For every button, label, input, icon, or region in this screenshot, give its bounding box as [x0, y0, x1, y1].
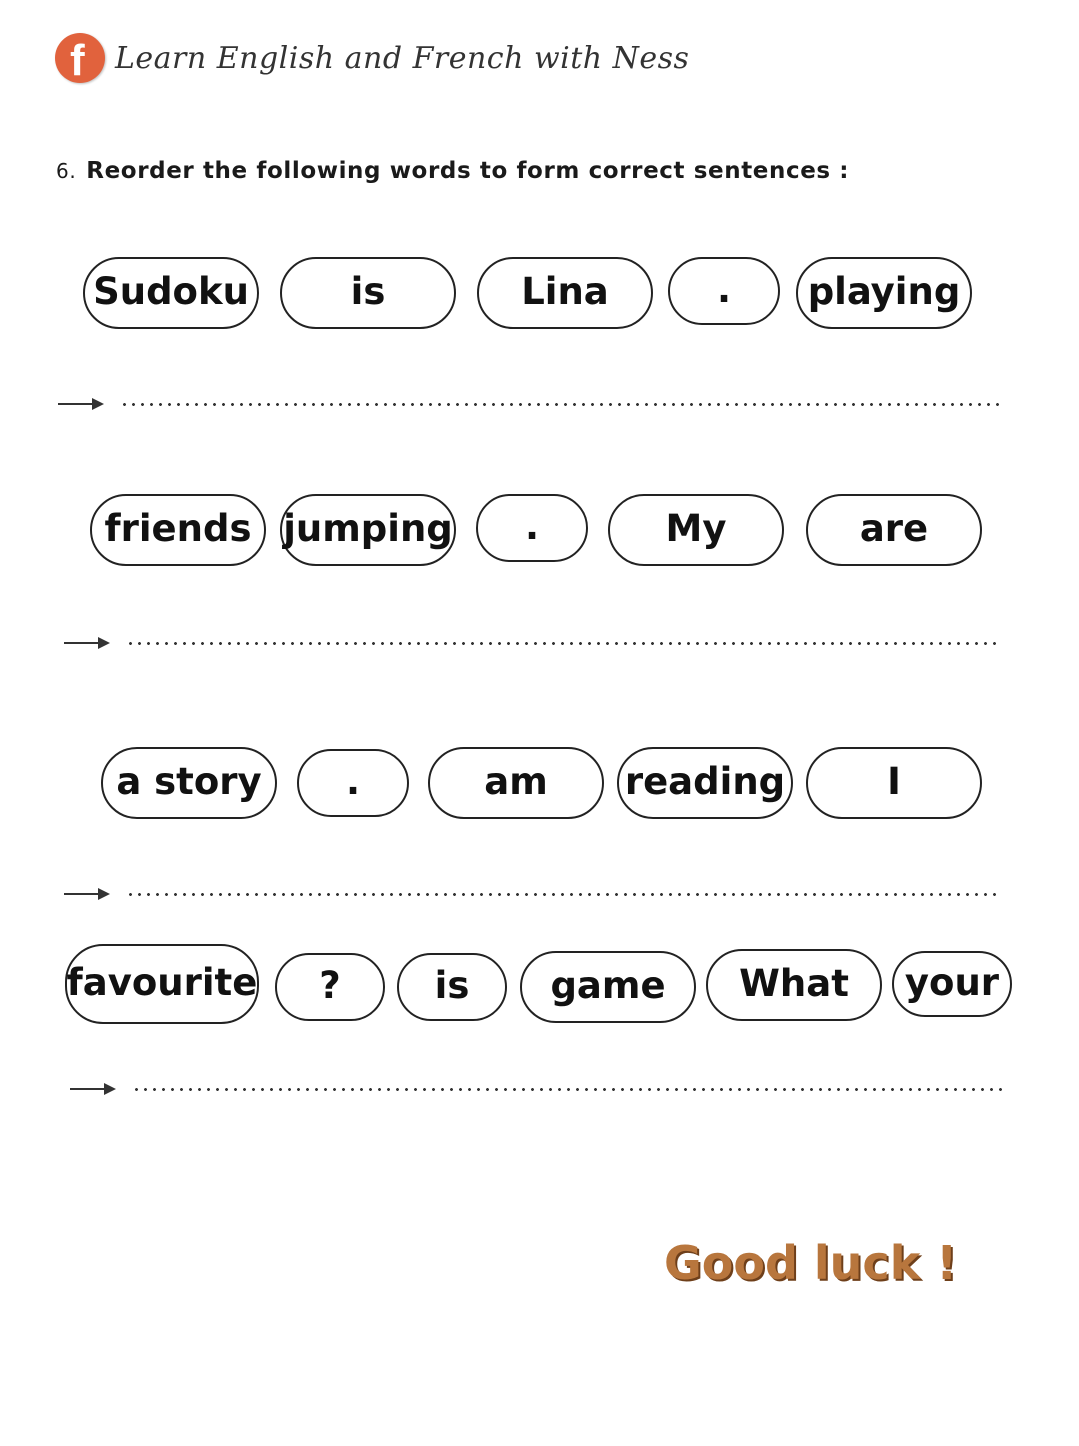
- word-chip: reading: [617, 747, 793, 819]
- instruction-text: Reorder the following words to form correct sentences :: [86, 158, 850, 184]
- facebook-icon: f: [55, 33, 105, 83]
- arrow-icon: [58, 403, 102, 405]
- answer-line[interactable]: [64, 884, 1002, 904]
- word-chip: a story: [101, 747, 277, 819]
- dotted-line: [126, 642, 1002, 645]
- word-chip: your: [892, 951, 1012, 1017]
- dotted-line: [132, 1088, 1002, 1091]
- arrow-icon: [70, 1088, 114, 1090]
- word-chip: is: [280, 257, 456, 329]
- word-chip: My: [608, 494, 784, 566]
- word-chip: friends: [90, 494, 266, 566]
- exercise-number: 6.: [56, 159, 77, 183]
- word-chip: are: [806, 494, 982, 566]
- word-chip: playing: [796, 257, 972, 329]
- word-chip: am: [428, 747, 604, 819]
- word-chip: .: [476, 494, 588, 562]
- good-luck-text: Good luck !: [664, 1236, 958, 1290]
- word-chip: .: [668, 257, 780, 325]
- word-chip: Lina: [477, 257, 653, 329]
- answer-line[interactable]: [70, 1079, 1002, 1099]
- word-chip: is: [397, 953, 507, 1021]
- word-chip: I: [806, 747, 982, 819]
- brand-title: Learn English and French with Ness: [115, 40, 690, 76]
- instruction: [56, 158, 849, 184]
- word-chip: ?: [275, 953, 385, 1021]
- word-chip: jumping: [280, 494, 456, 566]
- word-chip: .: [297, 749, 409, 817]
- dotted-line: [120, 403, 1002, 406]
- word-chip: favourite: [65, 944, 259, 1024]
- answer-line[interactable]: [64, 633, 1002, 653]
- header: [55, 33, 689, 83]
- arrow-icon: [64, 642, 108, 644]
- arrow-icon: [64, 893, 108, 895]
- word-chip: Sudoku: [83, 257, 259, 329]
- word-chip: game: [520, 951, 696, 1023]
- answer-line[interactable]: [58, 394, 1002, 414]
- dotted-line: [126, 893, 1002, 896]
- word-chip: What: [706, 949, 882, 1021]
